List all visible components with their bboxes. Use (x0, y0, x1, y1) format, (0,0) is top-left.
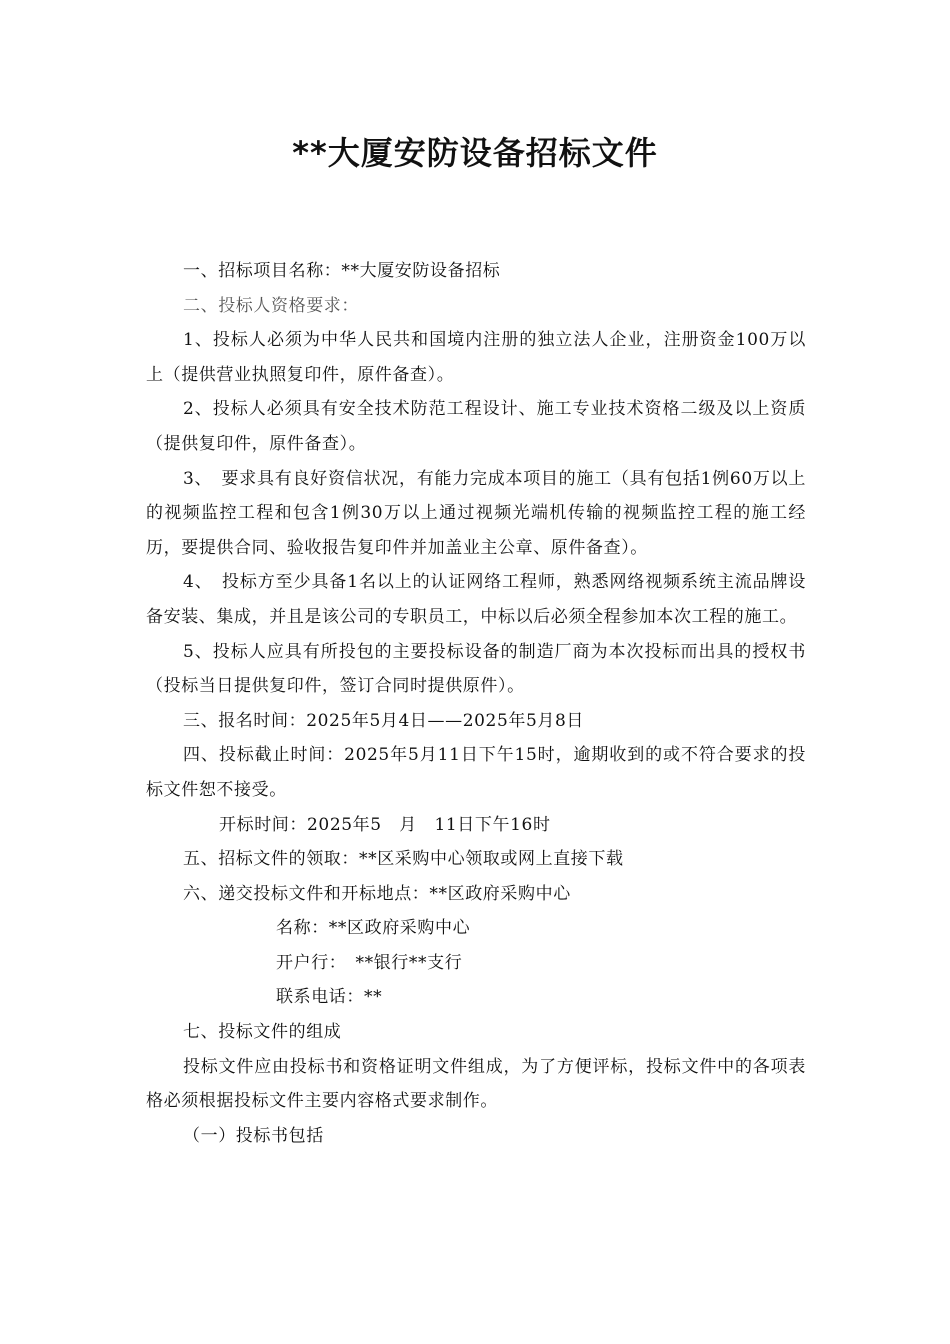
section-qualification-heading: 二、投标人资格要求： (183, 295, 359, 316)
qualification-item-4: 4、 投标方至少具备1名以上的认证网络工程师，熟悉网络视频系统主流品牌设备安装、集成，并且是该公司的专职员工，中标以后必须全程参加本次工程的施工。 (146, 572, 806, 627)
subsection-bid-letter: （一）投标书包括 (183, 1125, 324, 1146)
section-bid-deadline: 四、投标截止时间：2025年5月11日下午15时，逾期收到的或不符合要求的投标文件恕不接受。 (146, 745, 806, 800)
section-registration-time: 三、报名时间：2025年5月4日——2025年5月8日 (183, 710, 584, 731)
qualification-item-1: 1、投标人必须为中华人民共和国境内注册的独立法人企业，注册资金100万以上（提供营业执照复印件，原件备查）。 (146, 330, 806, 385)
document-title: **大厦安防设备招标文件 (292, 134, 658, 172)
document-body (146, 254, 806, 1153)
qualification-item-3: 3、 要求具有良好资信状况，有能力完成本项目的施工（具有包括1例60万以上的视频监控工程和包含1例30万以上通过视频光端机传输的视频监控工程的施工经历，要提供合同、验收报告复印件并加盖业主公章、原件备查）。 (146, 468, 806, 558)
bid-composition-description: 投标文件应由投标书和资格证明文件组成，为了方便评标，投标文件中的各项表格必须根据投标文件主要内容格式要求制作。 (146, 1056, 806, 1112)
section-document-collection: 五、招标文件的领取：**区采购中心领取或网上直接下载 (183, 849, 624, 870)
section-bid-composition: 七、投标文件的组成 (183, 1022, 342, 1043)
contact-phone: 联系电话：** (276, 987, 383, 1008)
qualification-item-2: 2、投标人必须具有安全技术防范工程设计、施工专业技术资格二级及以上资质（提供复印件，原件备查）。 (146, 399, 806, 454)
qualification-item-5: 5、投标人应具有所投包的主要投标设备的制造厂商为本次投标而出具的授权书（投标当日提供复印件，签订合同时提供原件）。 (146, 641, 806, 697)
contact-bank: 开户行： **银行**支行 (276, 952, 463, 973)
contact-name: 名称：**区政府采购中心 (276, 918, 471, 939)
bid-opening-time: 开标时间：2025年5 月 11日下午16时 (219, 814, 551, 835)
section-submission-location: 六、递交投标文件和开标地点：**区政府采购中心 (183, 883, 571, 904)
section-project-name: 一、招标项目名称：**大厦安防设备招标 (183, 261, 501, 281)
